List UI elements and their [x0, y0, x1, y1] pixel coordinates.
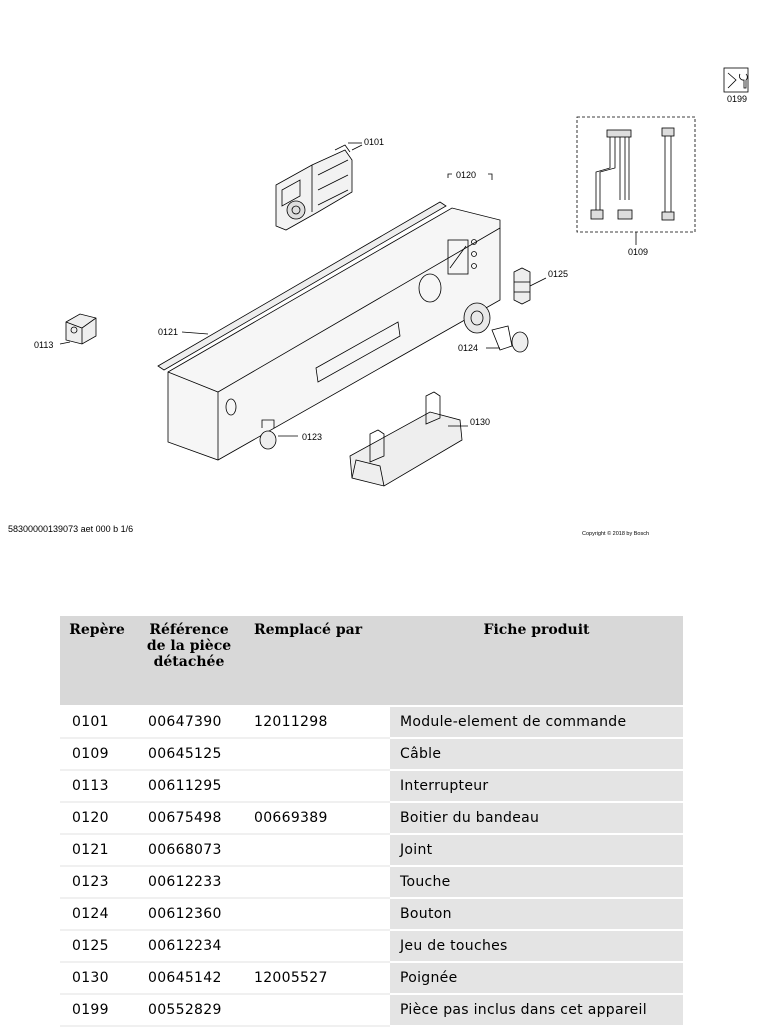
- cell-fiche-link[interactable]: Poignée: [390, 962, 683, 994]
- cell-remplace: [244, 738, 390, 770]
- cell-remplace: [244, 834, 390, 866]
- table-row: [60, 802, 683, 834]
- header-reference: Référence de la pièce détachée: [134, 616, 244, 706]
- copyright-notice: Copyright © 2018 by Bosch: [582, 531, 650, 537]
- cell-repere: 0120: [60, 802, 134, 834]
- table-row: [60, 770, 683, 802]
- handle-part: [350, 392, 468, 486]
- cell-repere: 0113: [60, 770, 134, 802]
- table-row: [60, 898, 683, 930]
- cell-reference: 00552829: [134, 994, 244, 1026]
- callout-0101: 0101: [364, 137, 385, 147]
- cell-reference: 00612360: [134, 898, 244, 930]
- cell-repere: 0109: [60, 738, 134, 770]
- cell-remplace: 00669389: [244, 802, 390, 834]
- cell-repere: 0124: [60, 898, 134, 930]
- cell-fiche-link[interactable]: Pièce pas inclus dans cet appareil: [390, 994, 683, 1026]
- cell-repere: 0121: [60, 834, 134, 866]
- cell-fiche-link[interactable]: Interrupteur: [390, 770, 683, 802]
- cell-reference: 00647390: [134, 706, 244, 738]
- cell-fiche-link[interactable]: Touche: [390, 866, 683, 898]
- cell-reference: 00645125: [134, 738, 244, 770]
- table-row: [60, 738, 683, 770]
- cable-set-part: [577, 117, 695, 245]
- cell-repere: 0130: [60, 962, 134, 994]
- parts-table-body: [60, 706, 683, 1026]
- cell-repere: 0123: [60, 866, 134, 898]
- header-fiche: Fiche produit: [390, 616, 683, 706]
- cell-remplace: 12005527: [244, 962, 390, 994]
- cell-repere: 0125: [60, 930, 134, 962]
- key-set-part: [514, 268, 546, 304]
- table-row: [60, 994, 683, 1026]
- table-header-row: [60, 616, 683, 706]
- table-row: [60, 834, 683, 866]
- table-row: [60, 706, 683, 738]
- cell-fiche-link[interactable]: Câble: [390, 738, 683, 770]
- table-row: [60, 962, 683, 994]
- cell-fiche-link[interactable]: Module-element de commande: [390, 706, 683, 738]
- callout-0109: 0109: [628, 247, 649, 257]
- parts-table: [60, 616, 683, 1027]
- header-repere: Repère: [60, 616, 134, 706]
- cell-reference: 00611295: [134, 770, 244, 802]
- callout-0123: 0123: [302, 432, 323, 442]
- cell-repere: 0199: [60, 994, 134, 1026]
- callout-0124: 0124: [458, 343, 479, 353]
- cell-reference: 00612234: [134, 930, 244, 962]
- callout-0113: 0113: [34, 340, 54, 350]
- cell-fiche-link[interactable]: Jeu de touches: [390, 930, 683, 962]
- cell-remplace: 12011298: [244, 706, 390, 738]
- table-row: [60, 930, 683, 962]
- callout-0120: 0120: [456, 170, 477, 180]
- cell-reference: 00612233: [134, 866, 244, 898]
- cell-repere: 0101: [60, 706, 134, 738]
- cell-fiche-link[interactable]: Bouton: [390, 898, 683, 930]
- cell-reference: 00675498: [134, 802, 244, 834]
- callout-0199: 0199: [727, 94, 748, 104]
- cell-remplace: [244, 930, 390, 962]
- cell-fiche-link[interactable]: Boitier du bandeau: [390, 802, 683, 834]
- cell-reference: 00645142: [134, 962, 244, 994]
- document-id: 58300000139073 aet 000 b 1/6: [8, 524, 134, 534]
- header-remplace: Remplacé par: [244, 616, 390, 706]
- cell-reference: 00668073: [134, 834, 244, 866]
- cell-remplace: [244, 866, 390, 898]
- cell-remplace: [244, 898, 390, 930]
- cell-remplace: [244, 994, 390, 1026]
- tool-icon: [724, 68, 748, 92]
- cell-fiche-link[interactable]: Joint: [390, 834, 683, 866]
- callout-0121: 0121: [158, 327, 179, 337]
- cell-remplace: [244, 770, 390, 802]
- callout-0130: 0130: [470, 417, 491, 427]
- switch-part: [60, 314, 96, 344]
- control-module-part: [276, 145, 362, 230]
- table-row: [60, 866, 683, 898]
- callout-0125: 0125: [548, 269, 569, 279]
